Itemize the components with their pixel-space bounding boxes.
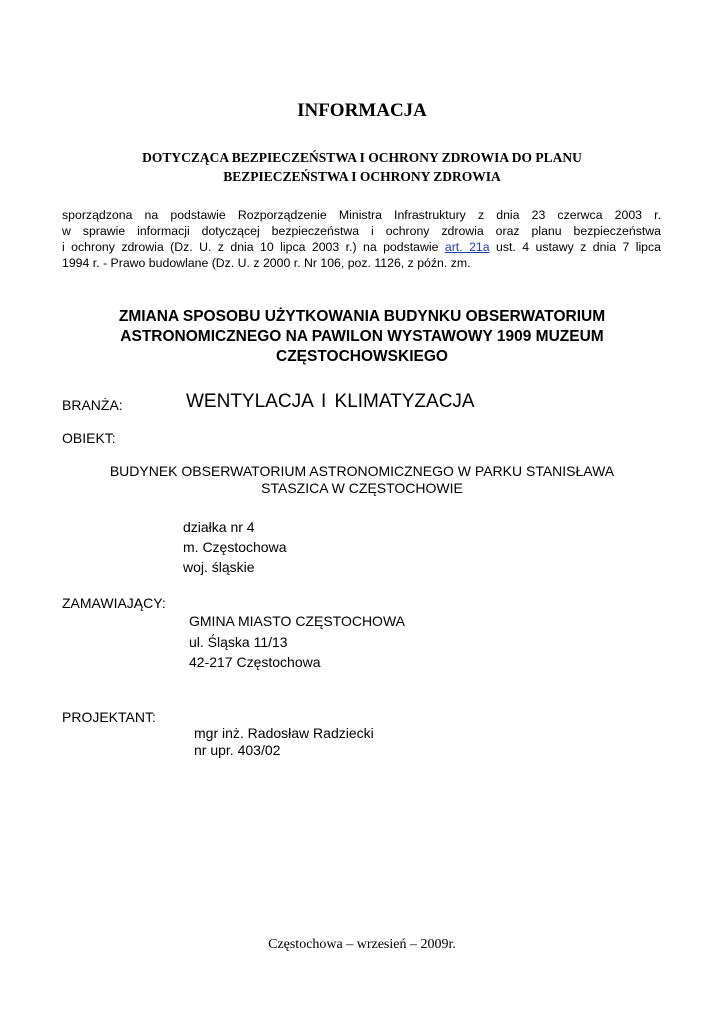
place-and-date: Częstochowa – wrzesień – 2009r. (268, 937, 456, 952)
obiekt-label: OBIEKT: (62, 430, 116, 446)
heading-line-2: ASTRONOMICZNEGO NA PAWILON WYSTAWOWY 1909 MUZEUM (120, 328, 604, 345)
zamawiajacy-name: GMINA MIASTO CZĘSTOCHOWA (189, 613, 405, 629)
projektant-label: PROJEKTANT: (62, 709, 156, 725)
branza-label: BRANŻA: (62, 397, 123, 413)
document-title: INFORMACJA (297, 100, 427, 121)
subtitle-line-2: BEZPIECZEŃSTWA I OCHRONY ZDROWIA (223, 169, 501, 184)
heading-line-1: ZMIANA SPOSOBU UŻYTKOWANIA BUDYNKU OBSERWATORIUM (118, 308, 606, 325)
obiekt-line-2: STASZICA W CZĘSTOCHOWIE (261, 480, 463, 496)
legal-basis-paragraph (62, 207, 661, 271)
projektant-license: nr upr. 403/02 (194, 742, 281, 758)
art-21a-link[interactable]: art. 21a (444, 240, 490, 254)
intro-line-2: w sprawie informacji dotyczącej bezpieczeństwa i ochrony zdrowia oraz planu bezpieczeństwa (62, 224, 661, 238)
obiekt-line-1: BUDYNEK OBSERWATORIUM ASTRONOMICZNEGO W PARKU STANISŁAWA (109, 463, 615, 479)
intro-line-1: sporządzona na podstawie Rozporządzenie Ministra Infrastruktury z dnia 23 czerwca 2003 r. (62, 208, 661, 222)
plot-number: działka nr 4 (183, 519, 255, 535)
zamawiajacy-postal: 42-217 Częstochowa (189, 654, 321, 670)
intro-line-3 (62, 239, 661, 255)
intro-line-4: 1994 r. - Prawo budowlane (Dz. U. z 2000 r. Nr 106, poz. 1126, z późn. zm. (62, 256, 471, 270)
subtitle-line-1: DOTYCZĄCA BEZPIECZEŃSTWA I OCHRONY ZDROWIA DO PLANU (142, 150, 582, 165)
zamawiajacy-details (189, 611, 405, 673)
plot-voivodeship: woj. śląskie (183, 559, 255, 575)
intro-line-3-end: ust. 4 ustawy z dnia 7 lipca (489, 240, 662, 254)
intro-line-3-start: i ochrony zdrowia (Dz. U. z dnia 10 lipca 2003 r.) na podstawie (62, 240, 445, 254)
projektant-name: mgr inż. Radosław Radziecki (194, 725, 374, 741)
plot-city: m. Częstochowa (183, 539, 287, 555)
document-subtitle (90, 148, 634, 186)
zamawiajacy-street: ul. Śląska 11/13 (189, 633, 288, 650)
project-heading (62, 307, 662, 367)
heading-line-3: CZĘSTOCHOWSKIEGO (276, 348, 448, 365)
zamawiajacy-label: ZAMAWIAJĄCY: (62, 595, 166, 611)
plot-details (183, 517, 286, 577)
projektant-details (194, 725, 374, 759)
obiekt-description (62, 463, 662, 497)
branza-value: WENTYLACJA I KLIMATYZACJA (186, 391, 475, 412)
